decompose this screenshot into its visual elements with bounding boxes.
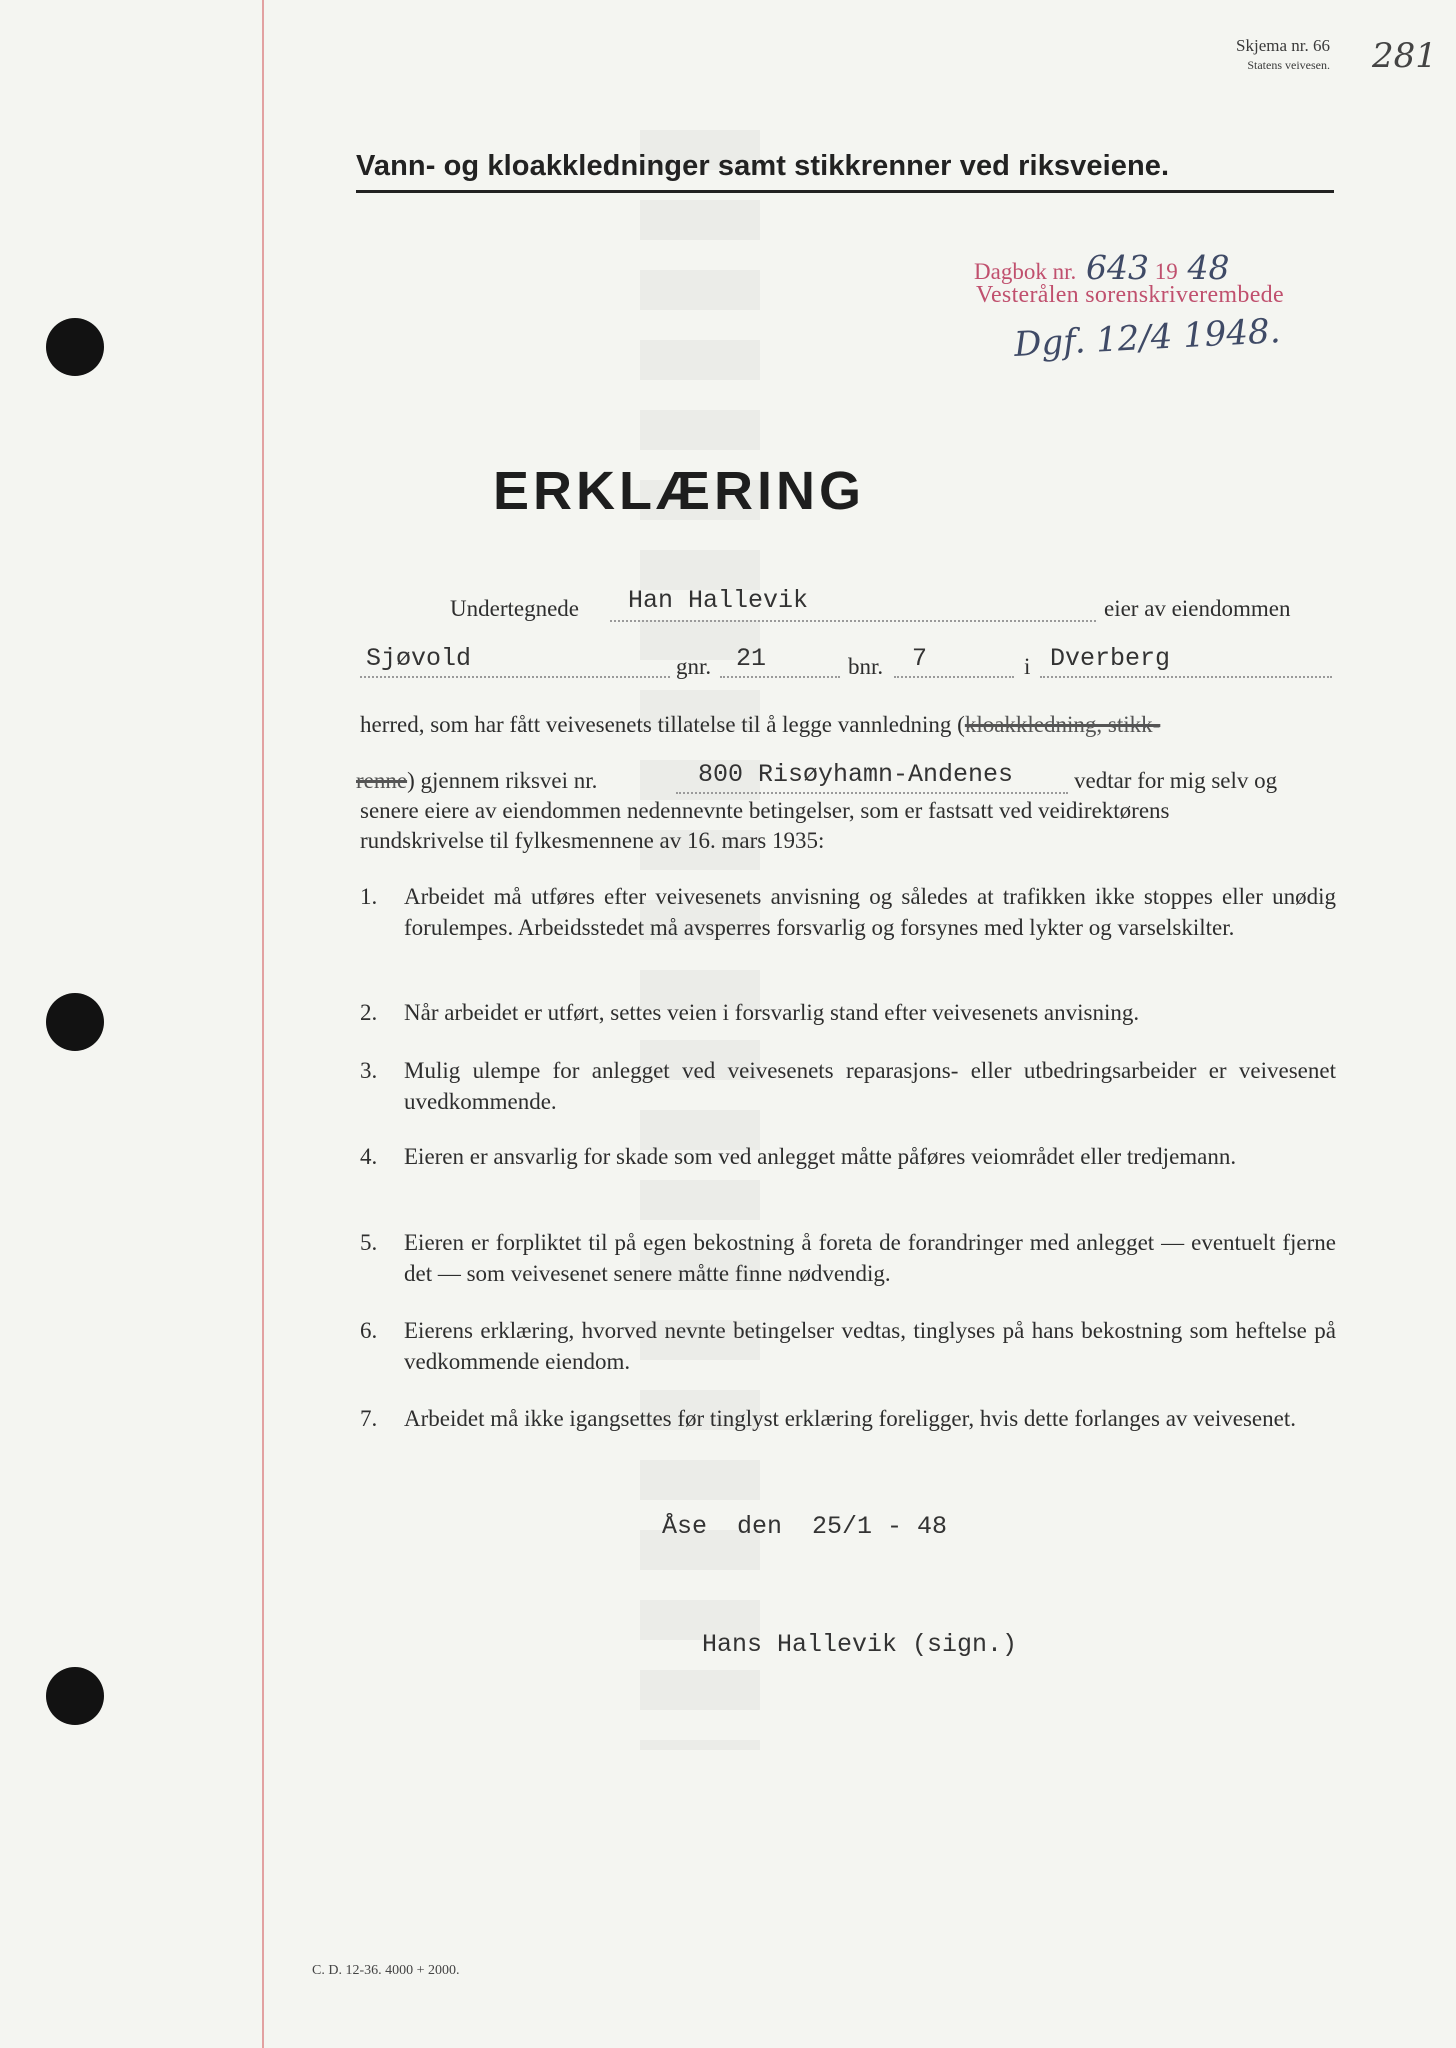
item-text: Mulig ulempe for anlegget ved veivesenets reparasjons- eller utbedringsarbeider er veivesenet uvedkommende. [404,1058,1336,1114]
property-name: Sjøvold [366,644,472,673]
form-title: Vann- og kloakkledninger samt stikkrenner ved riksveiene. [356,150,1170,182]
gnr-label: gnr. [676,654,712,679]
body-line: rundskrivelse til fylkesmennene av 16. mars 1935: [360,828,825,853]
punch-hole [46,318,104,376]
i-label: i [1024,654,1031,679]
item-text: Arbeidet må ikke igangsettes før tinglyst erklæring foreligger, hvis dette forlanges av veivesenet. [404,1406,1296,1431]
crossed-text: kloakkledning, stikk- [964,712,1161,737]
item-number: 5. [360,1230,378,1255]
item-text: Eieren er forpliktet til på egen bekostning å foreta de forandringer med anlegget — eventuelt fjerne det — som veivesenet senere måtte finne nødvendig. [404,1230,1336,1286]
item-number: 2. [360,1000,378,1025]
road-number: 800 Risøyhamn-Andenes [698,760,1014,789]
punch-hole [46,993,104,1051]
item-text: Eieren er ansvarlig for skade som ved anlegget måtte påføres veiområdet eller tredjemann. [404,1144,1237,1169]
office-stamp: Vesterålen sorenskriverembede [976,282,1284,308]
place-date: Åse den 25/1 - 48 [662,1512,948,1541]
body-line: senere eiere av eiendommen nedennevnte betingelser, som er fastsatt ved veidirektørens [360,798,1170,823]
schema-label [1236,36,1330,73]
dagbok-label: Dagbok nr. [974,259,1077,284]
item-text: Når arbeidet er utført, settes veien i forsvarlig stand efter veivesenets anvisning. [404,1000,1140,1025]
item-number: 7. [360,1406,378,1431]
dotted-fill-line [610,620,1096,622]
schema-number: Skjema nr. 66 [1236,36,1330,55]
body-text: vedtar for mig selv og [1074,768,1278,793]
body-line [356,768,597,794]
signature: Hans Hallevik (sign.) [702,1630,1018,1659]
item-text: Eierens erklæring, hvorved nevnte betingelser vedtas, tinglyses på hans bekostning som heftelse på vedkommende eiendom. [404,1318,1336,1374]
crossed-text: renne [356,768,408,793]
item-number: 6. [360,1318,378,1343]
dotted-fill-line [676,792,1068,794]
body-line [360,712,1160,738]
eier-label: eier av eiendommen [1104,596,1291,621]
print-code: C. D. 12-36. 4000 + 2000. [312,1963,460,1978]
body-text: herred, som har fått veivesenets tillatelse til å legge vannledning ( [360,712,965,737]
undertegnede-label: Undertegnede [450,596,579,621]
dagbok-year: 48 [1187,248,1230,287]
handwritten-date: Dgf. 12/4 1948. [1013,311,1282,365]
dotted-fill-line [360,676,670,678]
page-number: 281 [1372,36,1437,76]
punch-hole [46,1667,104,1725]
municipality: Dverberg [1050,644,1171,673]
red-margin-line [262,0,264,2048]
gnr-value: 21 [736,644,767,673]
signer-name: Han Hallevik [628,586,809,615]
bnr-value: 7 [912,644,928,673]
dagbok-year-prefix: 19 [1154,259,1178,284]
item-text: Arbeidet må utføres efter veivesenets anvisning og således at trafikken ikke stoppes eller unødig forulempes. Arbeidsstedet må avsperres forsvarlig og forsynes med lykter og varselskilter. [404,884,1336,940]
body-text: ) gjennem riksvei nr. [407,768,598,793]
item-number: 1. [360,884,378,909]
dagbok-number: 643 [1085,248,1149,287]
document-heading: ERKLÆRING [493,461,865,521]
schema-issuer: Statens veivesen. [1247,58,1330,72]
item-number: 4. [360,1144,378,1169]
dotted-fill-line [720,676,840,678]
dotted-fill-line [1040,676,1332,678]
bnr-label: bnr. [848,654,884,679]
item-number: 3. [360,1058,378,1083]
dotted-fill-line [894,676,1014,678]
title-underline [356,190,1334,193]
